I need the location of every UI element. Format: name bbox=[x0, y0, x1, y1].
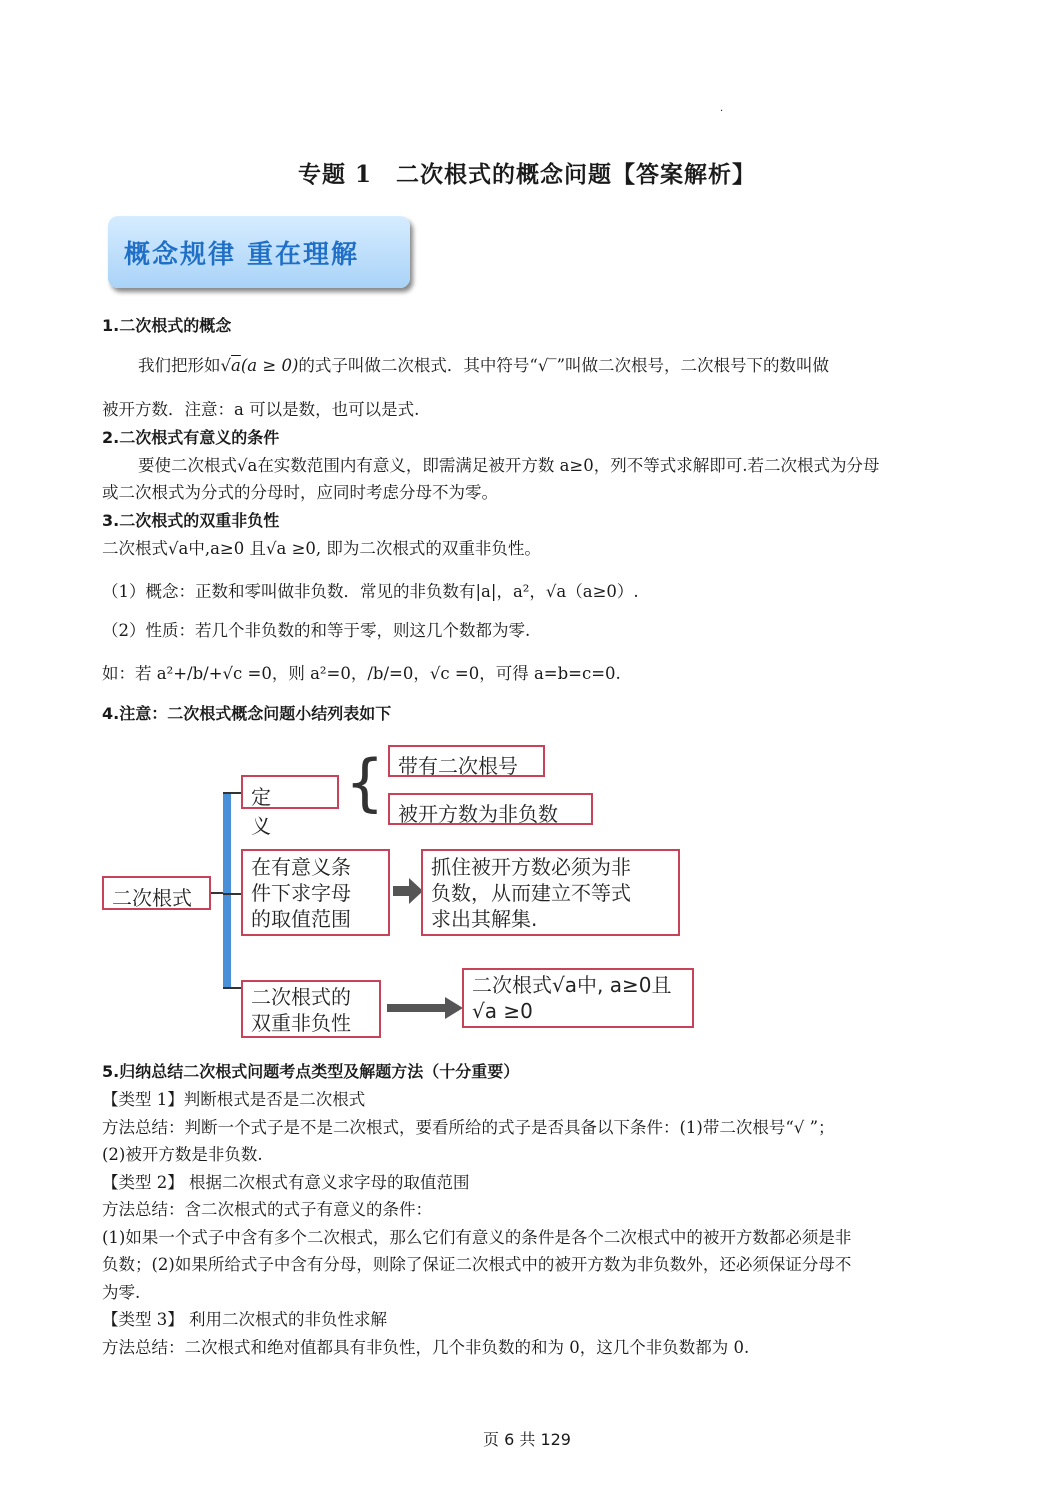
arrow-icon bbox=[393, 878, 423, 904]
page-number: 页 6 共 129 bbox=[483, 1430, 571, 1449]
s5-type2-b: (1)如果一个式子中含有多个二次根式，那么它们有意义的条件是各个二次根式中的被开方数都必须是非 bbox=[102, 1228, 852, 1247]
diagram-cond-r bbox=[421, 849, 680, 936]
s3-item2: （2）性质：若几个非负数的和等于零，则这几个数都为零. bbox=[102, 621, 531, 640]
stray-dot: · bbox=[720, 106, 724, 117]
connector-nonneg bbox=[223, 987, 241, 989]
nonneg-line-2: 双重非负性 bbox=[251, 1011, 351, 1035]
diagram-def: 定 义 bbox=[241, 775, 339, 809]
s3-heading: 3.二次根式的双重非负性 bbox=[102, 511, 280, 530]
s5-type3: 【类型 3】 利用二次根式的非负性求解 bbox=[102, 1310, 387, 1329]
s5-type1-a: 方法总结：判断一个式子是不是二次根式，要看所给的式子是否具备以下条件：(1)带二次根号“√ ”； bbox=[102, 1118, 835, 1137]
connector-cond bbox=[223, 893, 241, 895]
cond-r-line-3: 求出其解集. bbox=[431, 907, 538, 931]
s5-type2-d: 为零. bbox=[102, 1283, 141, 1302]
banner-text: 概念规律 重在理解 bbox=[124, 240, 360, 270]
s1-line2: 被开方数．注意：a 可以是数，也可以是式. bbox=[102, 400, 420, 419]
s4-heading: 4.注意：二次根式概念问题小结列表如下 bbox=[102, 704, 392, 723]
long-arrow-icon bbox=[387, 995, 463, 1021]
page-title: 专题 1 二次根式的概念问题【答案解析】 bbox=[297, 161, 756, 188]
s3-example: 如：若 a²+/b/+√c =0，则 a²=0，/b/=0，√c =0，可得 a=b=c=0. bbox=[102, 664, 621, 683]
s5-type1-b: (2)被开方数是非负数. bbox=[102, 1145, 263, 1164]
brace-icon: { bbox=[345, 746, 385, 819]
s5-type2-a: 方法总结：含二次根式的式子有意义的条件： bbox=[102, 1200, 432, 1219]
s2-line1: 要使二次根式√a在实数范围内有意义，即需满足被开方数 a≥0，列不等式求解即可.若二次根式为分母 bbox=[138, 456, 880, 475]
s5-type3-a: 方法总结：二次根式和绝对值都具有非负性，几个非负数的和为 0，这几个非负数都为 0. bbox=[102, 1338, 750, 1357]
diagram-bracket bbox=[223, 792, 231, 988]
s2-line2: 或二次根式为分式的分母时，应同时考虑分母不为零。 bbox=[102, 483, 498, 502]
s1-line1c: ”叫做二次根号，二次根号下的数叫做 bbox=[556, 356, 830, 375]
diagram-nonneg-r bbox=[462, 968, 694, 1028]
s5-type2-c: 负数；(2)如果所给式子中含有分母，则除了保证二次根式中的被开方数为非负数外，还必须保证分母不 bbox=[102, 1255, 852, 1274]
diagram-cond bbox=[241, 849, 390, 936]
diagram-def-a: 带有二次根号 bbox=[388, 745, 545, 777]
s1-line1 bbox=[138, 352, 829, 376]
nonneg-line-1: 二次根式的 bbox=[251, 985, 351, 1009]
nonneg-r-line-1: 二次根式√a中, a≥0且 bbox=[472, 973, 672, 997]
diagram-nonneg bbox=[241, 980, 381, 1038]
s5-heading: 5.归纳总结二次根式问题考点类型及解题方法（十分重要） bbox=[102, 1062, 520, 1081]
s2-heading: 2.二次根式有意义的条件 bbox=[102, 428, 280, 447]
s1-heading: 1.二次根式的概念 bbox=[102, 316, 232, 335]
nonneg-r-line-2: √a ≥0 bbox=[472, 999, 533, 1023]
cond-line-2: 件下求字母 bbox=[251, 881, 351, 905]
s3-line1: 二次根式√a中,a≥0 且√a ≥0, 即为二次根式的双重非负性。 bbox=[102, 539, 541, 558]
cond-line-1: 在有意义条 bbox=[251, 855, 351, 879]
cond-r-line-2: 负数，从而建立不等式 bbox=[431, 881, 631, 905]
s3-item1: （1）概念：正数和零叫做非负数．常见的非负数有|a|，a²，√a（a≥0）. bbox=[102, 582, 639, 601]
s5-type1: 【类型 1】判断根式是否是二次根式 bbox=[102, 1090, 366, 1109]
diagram-root: 二次根式 bbox=[102, 876, 211, 910]
diagram-def-b: 被开方数为非负数 bbox=[388, 793, 593, 825]
s1-line1b: 的式子叫做二次根式．其中符号“ bbox=[298, 356, 538, 375]
connector-def bbox=[223, 792, 241, 794]
s5-type2: 【类型 2】 根据二次根式有意义求字母的取值范围 bbox=[102, 1173, 470, 1192]
sqrt-a-formula: √a(a ≥ 0) bbox=[220, 356, 299, 375]
cond-line-3: 的取值范围 bbox=[251, 907, 351, 931]
radical-icon: √‾ bbox=[537, 356, 557, 375]
cond-r-line-1: 抓住被开方数必须为非 bbox=[431, 855, 631, 879]
section-banner bbox=[108, 216, 410, 288]
s1-line1a: 我们把形如 bbox=[138, 356, 221, 375]
root-connector bbox=[211, 892, 223, 894]
